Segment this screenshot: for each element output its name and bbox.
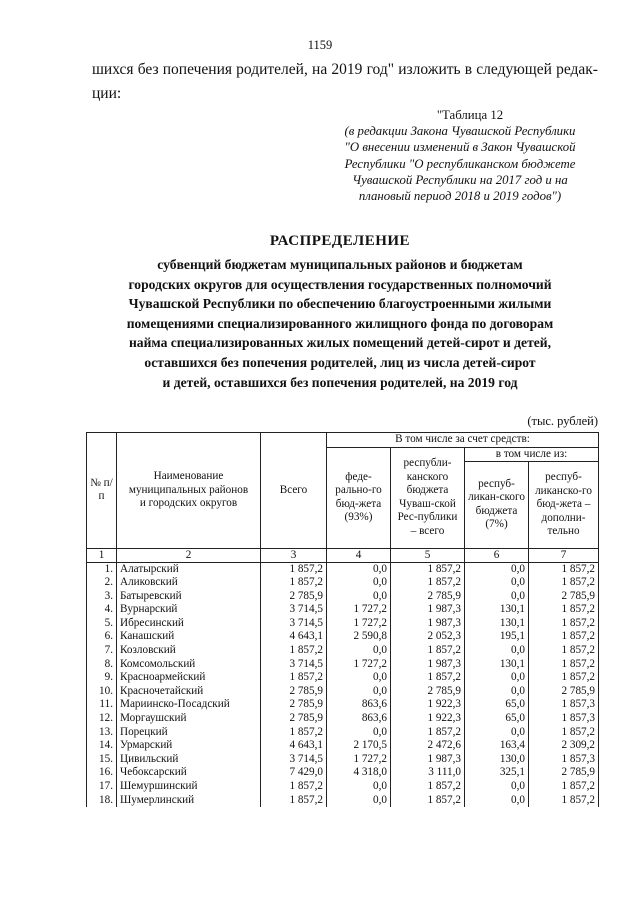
district-name: Батыревский — [117, 590, 261, 604]
row-number: 9. — [87, 671, 117, 685]
total-value: 2 785,9 — [261, 698, 327, 712]
district-name: Алатырский — [117, 562, 261, 576]
republican-additional-value: 2 785,9 — [529, 766, 599, 780]
intro-word: родителей, — [236, 61, 308, 78]
total-value: 3 714,5 — [261, 658, 327, 672]
table-body — [87, 562, 599, 807]
republican-additional-value: 1 857,2 — [529, 630, 599, 644]
district-name: Порецкий — [117, 726, 261, 740]
row-number: 4. — [87, 603, 117, 617]
table-row — [87, 562, 599, 576]
republican-total-value: 3 111,0 — [391, 766, 465, 780]
federal-value: 0,0 — [327, 562, 391, 576]
total-value: 1 857,2 — [261, 726, 327, 740]
table-row — [87, 739, 599, 753]
total-value: 7 429,0 — [261, 766, 327, 780]
intro-word: год" — [366, 61, 395, 78]
republican-total-value: 2 472,6 — [391, 739, 465, 753]
republican-7-value: 0,0 — [465, 685, 529, 699]
subheading-line: найма специализированных жилых помещений детей-сирот и детей, — [128, 335, 552, 351]
header-name: Наименование муниципальных районов и городских округов — [117, 433, 261, 549]
total-value: 1 857,2 — [261, 794, 327, 808]
table-row — [87, 712, 599, 726]
district-name: Красноармейский — [117, 671, 261, 685]
republican-additional-value: 1 857,3 — [529, 712, 599, 726]
caption-line: "О внесении изменений в Закон Чувашской — [344, 140, 576, 155]
republican-7-value: 65,0 — [465, 712, 529, 726]
district-name: Ибресинский — [117, 617, 261, 631]
table-row — [87, 576, 599, 590]
row-number: 18. — [87, 794, 117, 808]
federal-value: 0,0 — [327, 576, 391, 590]
page-number: 1159 — [307, 38, 333, 52]
district-name: Канашский — [117, 630, 261, 644]
table-row — [87, 658, 599, 672]
republican-7-value: 130,0 — [465, 753, 529, 767]
republican-total-value: 1 857,2 — [391, 644, 465, 658]
row-number: 17. — [87, 780, 117, 794]
header-number: № п/п — [87, 433, 117, 549]
total-value: 3 714,5 — [261, 753, 327, 767]
header-republican-7: респуб-ликан-ского бюджета (7%) — [465, 462, 529, 549]
table-row — [87, 753, 599, 767]
column-number: 4 — [327, 548, 391, 562]
republican-7-value: 325,1 — [465, 766, 529, 780]
republican-additional-value: 1 857,2 — [529, 576, 599, 590]
row-number: 1. — [87, 562, 117, 576]
republican-7-value: 130,1 — [465, 658, 529, 672]
row-number: 3. — [87, 590, 117, 604]
republican-additional-value: 1 857,2 — [529, 780, 599, 794]
header-including-from: в том числе из: — [465, 447, 599, 462]
republican-7-value: 65,0 — [465, 698, 529, 712]
republican-7-value: 0,0 — [465, 562, 529, 576]
republican-total-value: 2 052,3 — [391, 630, 465, 644]
column-number: 2 — [117, 548, 261, 562]
header-total: Всего — [261, 433, 327, 549]
header-republican-additional: респуб-ликанско-го бюд-жета – дополни-тельно — [529, 462, 599, 549]
republican-total-value: 1 857,2 — [391, 671, 465, 685]
republican-total-value: 2 785,9 — [391, 590, 465, 604]
federal-value: 0,0 — [327, 671, 391, 685]
republican-additional-value: 1 857,2 — [529, 794, 599, 808]
table-row — [87, 617, 599, 631]
federal-value: 0,0 — [327, 794, 391, 808]
table-row — [87, 671, 599, 685]
federal-value: 2 590,8 — [327, 630, 391, 644]
total-value: 2 785,9 — [261, 685, 327, 699]
federal-value: 1 727,2 — [327, 603, 391, 617]
republican-7-value: 0,0 — [465, 726, 529, 740]
republican-additional-value: 1 857,3 — [529, 698, 599, 712]
federal-value: 1 727,2 — [327, 658, 391, 672]
row-number: 13. — [87, 726, 117, 740]
total-value: 1 857,2 — [261, 644, 327, 658]
federal-value: 0,0 — [327, 726, 391, 740]
subvention-table — [86, 432, 599, 807]
total-value: 1 857,2 — [261, 780, 327, 794]
subheading-line: субвенций бюджетам муниципальных районов и бюджетам — [157, 257, 523, 272]
row-number: 8. — [87, 658, 117, 672]
row-number: 10. — [87, 685, 117, 699]
subheading-line: городских округов для осуществления государственных полномочий — [128, 276, 552, 292]
republican-total-value: 1 922,3 — [391, 712, 465, 726]
republican-additional-value: 1 857,2 — [529, 644, 599, 658]
row-number: 12. — [87, 712, 117, 726]
district-name: Моргаушский — [117, 712, 261, 726]
intro-paragraph — [92, 58, 598, 106]
republican-total-value: 1 857,2 — [391, 726, 465, 740]
republican-additional-value: 1 857,2 — [529, 726, 599, 740]
row-number: 7. — [87, 644, 117, 658]
table-row — [87, 603, 599, 617]
intro-line-1 — [92, 58, 598, 82]
republican-7-value: 130,1 — [465, 603, 529, 617]
republican-total-value: 1 857,2 — [391, 562, 465, 576]
district-name: Аликовский — [117, 576, 261, 590]
district-name: Чебоксарский — [117, 766, 261, 780]
republican-additional-value: 2 785,9 — [529, 590, 599, 604]
republican-total-value: 1 857,2 — [391, 780, 465, 794]
row-number: 16. — [87, 766, 117, 780]
row-number: 2. — [87, 576, 117, 590]
header-including: В том числе за счет средств: — [327, 433, 599, 448]
total-value: 4 643,1 — [261, 739, 327, 753]
caption-title: "Таблица 12 — [436, 108, 504, 122]
column-number: 5 — [391, 548, 465, 562]
district-name: Вурнарский — [117, 603, 261, 617]
republican-additional-value: 2 309,2 — [529, 739, 599, 753]
republican-total-value: 2 785,9 — [391, 685, 465, 699]
total-value: 3 714,5 — [261, 617, 327, 631]
document-heading: РАСПРЕДЕЛЕНИЕ — [269, 233, 411, 249]
subheading-line: помещениями специализированного жилищного фонда по договорам — [126, 315, 554, 331]
republican-total-value: 1 857,2 — [391, 576, 465, 590]
district-name: Мариинско-Посадский — [117, 698, 261, 712]
table-row — [87, 766, 599, 780]
republican-total-value: 1 922,3 — [391, 698, 465, 712]
table-row — [87, 780, 599, 794]
republican-7-value: 163,4 — [465, 739, 529, 753]
table-row — [87, 726, 599, 740]
republican-additional-value: 2 785,9 — [529, 685, 599, 699]
caption-line: плановый период 2018 и 2019 годов") — [358, 189, 562, 204]
intro-line-2: ции: — [92, 85, 122, 102]
republican-7-value: 195,1 — [465, 630, 529, 644]
district-name: Шумерлинский — [117, 794, 261, 808]
republican-7-value: 0,0 — [465, 644, 529, 658]
federal-value: 863,6 — [327, 712, 391, 726]
federal-value: 0,0 — [327, 685, 391, 699]
republican-total-value: 1 857,2 — [391, 794, 465, 808]
district-name: Шемуршинский — [117, 780, 261, 794]
total-value: 1 857,2 — [261, 576, 327, 590]
district-name: Урмарский — [117, 739, 261, 753]
total-value: 1 857,2 — [261, 562, 327, 576]
total-value: 2 785,9 — [261, 712, 327, 726]
republican-additional-value: 1 857,2 — [529, 671, 599, 685]
row-number: 6. — [87, 630, 117, 644]
republican-additional-value: 1 857,3 — [529, 753, 599, 767]
header-republican-total: республи-канского бюджета Чуваш-ской Рес-публики – всего — [391, 447, 465, 548]
republican-7-value: 0,0 — [465, 794, 529, 808]
caption-line: Республики "О республиканском бюджете — [344, 156, 576, 171]
table-row — [87, 685, 599, 699]
federal-value: 1 727,2 — [327, 617, 391, 631]
republican-7-value: 130,1 — [465, 617, 529, 631]
district-name: Цивильский — [117, 753, 261, 767]
row-number: 15. — [87, 753, 117, 767]
republican-7-value: 0,0 — [465, 576, 529, 590]
table-row — [87, 644, 599, 658]
federal-value: 0,0 — [327, 644, 391, 658]
table-row — [87, 630, 599, 644]
intro-word: редак- — [556, 61, 598, 78]
unit-label: (тыс. рублей) — [527, 414, 598, 428]
republican-total-value: 1 987,3 — [391, 603, 465, 617]
federal-value: 4 318,0 — [327, 766, 391, 780]
row-number: 14. — [87, 739, 117, 753]
caption-line: Чувашской Республики на 2017 год и на — [352, 172, 568, 187]
intro-word: на — [312, 61, 328, 78]
subheading-line: Чувашской Республики по обеспечению благоустроенными жилыми — [128, 296, 552, 312]
document-subheading — [60, 255, 620, 392]
intro-word: без — [137, 61, 159, 78]
district-name: Красночетайский — [117, 685, 261, 699]
district-name: Комсомольский — [117, 658, 261, 672]
republican-additional-value: 1 857,2 — [529, 658, 599, 672]
republican-total-value: 1 987,3 — [391, 753, 465, 767]
column-number: 3 — [261, 548, 327, 562]
header-federal: феде-ральнo-го бюд-жета (93%) — [327, 447, 391, 548]
republican-7-value: 0,0 — [465, 780, 529, 794]
column-number: 1 — [87, 548, 117, 562]
republican-total-value: 1 987,3 — [391, 658, 465, 672]
federal-value: 0,0 — [327, 780, 391, 794]
republican-total-value: 1 987,3 — [391, 617, 465, 631]
intro-word: шихся — [92, 61, 134, 78]
republican-7-value: 0,0 — [465, 590, 529, 604]
table-row — [87, 590, 599, 604]
federal-value: 2 170,5 — [327, 739, 391, 753]
subheading-line: оставшихся без попечения родителей, лиц из числа детей-сирот — [144, 354, 536, 370]
row-number: 11. — [87, 698, 117, 712]
subheading-line: и детей, оставшихся без попечения родителей, на 2019 год — [162, 374, 518, 390]
table-caption — [330, 107, 590, 204]
republican-7-value: 0,0 — [465, 671, 529, 685]
intro-word: в — [464, 61, 473, 78]
intro-word: изложить — [398, 61, 461, 78]
column-number-row — [87, 548, 599, 562]
row-number: 5. — [87, 617, 117, 631]
republican-additional-value: 1 857,2 — [529, 617, 599, 631]
federal-value: 0,0 — [327, 590, 391, 604]
federal-value: 1 727,2 — [327, 753, 391, 767]
federal-value: 863,6 — [327, 698, 391, 712]
total-value: 2 785,9 — [261, 590, 327, 604]
republican-additional-value: 1 857,2 — [529, 603, 599, 617]
republican-additional-value: 1 857,2 — [529, 562, 599, 576]
table-row — [87, 794, 599, 808]
column-number: 6 — [465, 548, 529, 562]
intro-word: попечения — [162, 61, 232, 78]
total-value: 1 857,2 — [261, 671, 327, 685]
intro-word: следующей — [476, 61, 552, 78]
intro-word: 2019 — [331, 61, 363, 78]
table-row — [87, 698, 599, 712]
total-value: 4 643,1 — [261, 630, 327, 644]
district-name: Козловский — [117, 644, 261, 658]
total-value: 3 714,5 — [261, 603, 327, 617]
column-number: 7 — [529, 548, 599, 562]
caption-line: (в редакции Закона Чувашской Республики — [344, 124, 576, 139]
